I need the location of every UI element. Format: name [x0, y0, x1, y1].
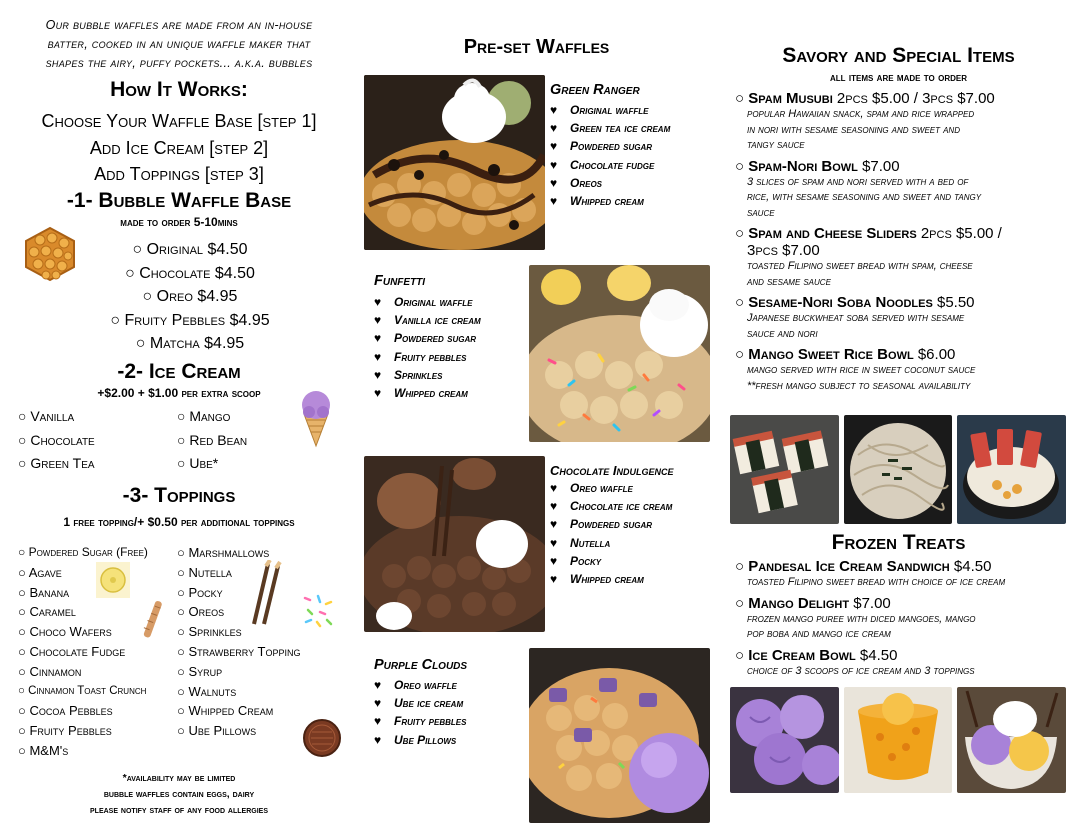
chocolate-indulgence-card — [550, 463, 673, 588]
item-price: 3pcs $7.00 — [747, 242, 820, 259]
heart-icon: ♥ — [374, 696, 382, 711]
pocky-icon — [244, 560, 286, 626]
chocolate-indulgence-title: Chocolate Indulgence — [550, 463, 674, 478]
topping-option: ○ Cinnamon — [18, 663, 82, 679]
heart-icon: ♥ — [374, 386, 382, 401]
heart-icon: ♥ — [374, 367, 382, 382]
soba-noodles-photo — [844, 415, 952, 524]
topping-option: ○ Strawberry Topping — [177, 643, 301, 659]
ingredient-item: ♥ Whipped cream — [374, 384, 481, 402]
ice-cream-title: -2- Ice Cream — [117, 360, 241, 383]
base-option: ○ Matcha $4.95 — [135, 335, 245, 352]
base-option: ○ Original $4.50 — [132, 241, 248, 258]
disclaimer-line: please notify staff of any food allergies — [90, 804, 268, 816]
toppings-title: -3- Toppings — [122, 484, 236, 507]
how-it-works-title: How It Works: — [110, 78, 248, 101]
heart-icon: ♥ — [550, 157, 558, 172]
topping-option: ○ Pocky — [177, 584, 223, 600]
step-1: Choose Your Waffle Base [step 1] — [41, 111, 317, 131]
topping-option: ○ Agave — [18, 564, 62, 580]
topping-option: ○ Oreos — [177, 604, 225, 620]
ingredient-item: ♥ Chocolate ice cream — [550, 497, 673, 515]
ice-cream-option: ○ Red Bean — [177, 431, 248, 448]
item-description: tangy sauce — [747, 139, 805, 151]
ice-cream-option: ○ Vanilla — [18, 408, 75, 424]
disclaimer-line: bubble waffles contain eggs, dairy — [103, 788, 255, 800]
item-price: 2pcs $5.00 / — [916, 225, 1002, 242]
topping-option: ○ Cocoa Pebbles — [18, 703, 113, 719]
heart-icon: ♥ — [374, 732, 382, 747]
topping-option: ○ Sprinkles — [177, 624, 242, 640]
heart-icon: ♥ — [550, 499, 558, 514]
ingredient-item: ♥ Pocky — [550, 552, 673, 570]
savory-item — [735, 225, 1070, 290]
base-option: ○ Oreo $4.95 — [142, 288, 238, 305]
waffle-icon — [22, 226, 78, 282]
choco-wafer-icon — [140, 600, 164, 640]
spam-musubi-photo — [730, 415, 839, 524]
purple-clouds-photo — [529, 648, 710, 823]
chocolate-indulgence-list — [550, 479, 673, 588]
heart-icon: ♥ — [374, 714, 382, 729]
disclaimer-line: *availability may be limited — [122, 772, 236, 784]
item-name: ○ Mango Delight — [735, 594, 850, 612]
ingredient-item: ♥ Oreo waffle — [374, 676, 467, 694]
ice-cream-list-right — [177, 405, 247, 476]
ingredient-item: ♥ Vanilla ice cream — [374, 311, 481, 329]
ice-cream-cone-icon — [296, 388, 336, 448]
intro-line: Our bubble waffles are made from an in-house — [45, 18, 313, 32]
toppings-subtitle: 1 free topping/+ $0.50 per additional toppings — [63, 515, 295, 529]
item-price: $4.50 — [855, 646, 898, 664]
frozen-item — [735, 647, 1070, 680]
ingredient-item: ♥ Chocolate fudge — [550, 156, 670, 174]
topping-option: ○ Syrup — [177, 663, 223, 679]
topping-option: ○ Choco Wafers — [18, 624, 112, 640]
item-name: ○ Mango Sweet Rice Bowl — [735, 346, 914, 363]
ingredient-item: ♥ Ube ice cream — [374, 694, 467, 712]
ice-cream-subtitle: +$2.00 + $1.00 per extra scoop — [97, 386, 261, 400]
ingredient-item: ♥ Oreos — [550, 174, 670, 192]
item-description: toasted Filipino sweet bread with choice of ice cream — [747, 576, 1006, 588]
frozen-item — [735, 558, 1070, 591]
green-ranger-list — [550, 101, 670, 210]
heart-icon: ♥ — [550, 175, 558, 190]
funfetti-card — [374, 273, 481, 402]
item-name: ○ Ice Cream Bowl — [735, 646, 856, 664]
cookie-icon — [302, 718, 342, 758]
item-price: $7.00 — [849, 594, 891, 612]
ice-cream-option: ○ Ube* — [177, 455, 219, 471]
topping-option: ○ Ube Pillows — [177, 723, 257, 739]
topping-option: ○ Nutella — [177, 564, 232, 580]
base-option: ○ Fruity Pebbles $4.95 — [110, 311, 270, 329]
purple-clouds-card — [374, 657, 467, 749]
mango-delight-photo — [844, 687, 952, 793]
heart-icon: ♥ — [374, 678, 382, 692]
purple-clouds-list — [374, 676, 467, 749]
ingredient-item: ♥ Original waffle — [550, 101, 670, 119]
heart-icon: ♥ — [374, 349, 382, 364]
frozen-treats-title: Frozen Treats — [831, 531, 966, 554]
item-price: 2pcs $5.00 / 3pcs $7.00 — [832, 90, 995, 107]
heart-icon: ♥ — [374, 313, 382, 328]
item-description: 3 slices of spam and nori served with a bed of — [747, 175, 969, 188]
item-description: sauce — [747, 206, 775, 219]
ingredient-item: ♥ Fruity pebbles — [374, 348, 481, 366]
item-name: ○ Spam-Nori Bowl — [735, 157, 858, 175]
item-description: toasted Filipino sweet bread with spam, cheese — [747, 260, 973, 272]
savory-item — [735, 90, 1070, 154]
ingredient-item: ♥ Oreo waffle — [550, 479, 673, 497]
waffle-base-subtitle: made to order 5-10mins — [120, 215, 238, 229]
savory-item — [735, 158, 1070, 222]
topping-option: ○ Marshmallows — [177, 545, 270, 560]
ingredient-item: ♥ Fruity pebbles — [374, 712, 467, 730]
ingredient-item: ♥ Powdered sugar — [374, 329, 481, 347]
item-description: mango served with rice in sweet coconut sauce — [747, 364, 976, 376]
ingredient-item: ♥ Powdered sugar — [550, 515, 673, 533]
funfetti-list — [374, 293, 481, 402]
topping-option: ○ Powdered Sugar (Free) — [18, 545, 148, 559]
ingredient-item: ♥ Ube Pillows — [374, 731, 467, 749]
intro-text — [10, 16, 348, 73]
ice-cream-option: ○ Chocolate — [18, 431, 95, 448]
ingredient-item: ♥ Whipped cream — [550, 192, 670, 210]
step-3: Add Toppings [step 3] — [94, 164, 264, 184]
frozen-item — [735, 595, 1070, 643]
ingredient-item: ♥ Sprinkles — [374, 366, 481, 384]
heart-icon: ♥ — [374, 295, 382, 309]
banana-slice-icon — [96, 562, 130, 598]
item-description: rice, with sesame seasoning and sweet and tangy — [747, 191, 982, 203]
topping-option: ○ Chocolate Fudge — [18, 643, 126, 659]
savory-subtitle: all items are made to order — [830, 70, 967, 84]
heart-icon: ♥ — [550, 121, 558, 136]
item-description: choice of 3 scoops of ice cream and 3 toppings — [747, 664, 975, 677]
item-price: $7.00 — [857, 157, 900, 175]
heart-icon: ♥ — [550, 194, 558, 209]
heart-icon: ♥ — [550, 139, 558, 154]
ingredient-item: ♥ Powdered sugar — [550, 137, 670, 155]
item-name: ○ Pandesal Ice Cream Sandwich — [735, 558, 950, 575]
step-2: Add Ice Cream [step 2] — [89, 137, 269, 158]
topping-option: ○ Cinnamon Toast Crunch — [18, 684, 147, 697]
heart-icon: ♥ — [550, 481, 558, 495]
spam-nori-bowl-photo — [957, 415, 1066, 524]
item-name: ○ Spam and Cheese Sliders — [735, 225, 917, 242]
intro-line: shapes the airy, puffy pockets... a.k.a. bubbles — [45, 56, 313, 70]
heart-icon: ♥ — [550, 535, 558, 550]
ingredient-item: ♥ Original waffle — [374, 293, 481, 311]
item-description: sauce and nori — [747, 327, 818, 340]
how-it-works-steps — [10, 108, 348, 188]
savory-item — [735, 346, 1070, 394]
topping-option: ○ Banana — [18, 584, 70, 600]
item-description: Japanese buckwheat soba served with sesame — [747, 312, 965, 324]
item-name: ○ Sesame-Nori Soba Noodles — [735, 294, 933, 311]
heart-icon: ♥ — [374, 331, 382, 346]
heart-icon: ♥ — [550, 517, 558, 532]
item-price: $4.50 — [949, 558, 992, 575]
green-ranger-card — [550, 82, 670, 210]
funfetti-title: Funfetti — [374, 273, 426, 289]
topping-option: ○ Whipped Cream — [177, 703, 274, 719]
ice-cream-list-left — [18, 405, 95, 476]
ube-ice-cream-photo — [730, 687, 839, 793]
ingredient-item: ♥ Whipped cream — [550, 570, 673, 588]
ice-cream-option: ○ Green Tea — [18, 455, 95, 471]
ice-cream-option: ○ Mango — [177, 408, 231, 424]
savory-title: Savory and Special Items — [782, 44, 1015, 67]
sprinkles-icon — [300, 592, 334, 628]
frozen-treats-list — [735, 558, 1070, 679]
topping-option: ○ Walnuts — [177, 683, 237, 699]
intro-line: batter, cooked in an unique waffle maker that — [47, 37, 311, 51]
savory-item — [735, 294, 1070, 342]
item-description: and sesame sauce — [747, 275, 831, 288]
topping-option: ○ Caramel — [18, 604, 76, 620]
waffle-base-list — [100, 238, 280, 356]
heart-icon: ♥ — [550, 103, 558, 117]
topping-option: ○ Fruity Pebbles — [18, 723, 112, 739]
topping-option: ○ M&M's — [18, 742, 69, 758]
disclaimer — [10, 770, 348, 818]
ice-cream-bowl-photo — [957, 687, 1066, 793]
item-description: **fresh mango subject to seasonal availability — [747, 379, 971, 392]
waffle-base-title: -1- Bubble Waffle Base — [66, 189, 292, 212]
green-ranger-title: Green Ranger — [550, 82, 640, 98]
item-price: $5.50 — [932, 294, 975, 311]
ingredient-item: ♥ Green tea ice cream — [550, 119, 670, 137]
funfetti-photo — [529, 265, 710, 442]
green-ranger-photo — [364, 75, 545, 250]
base-option: ○ Chocolate $4.50 — [125, 264, 255, 282]
item-description: in nori with sesame seasoning and sweet and — [747, 123, 960, 136]
ingredient-item: ♥ Nutella — [550, 534, 673, 552]
heart-icon: ♥ — [550, 553, 558, 568]
savory-list — [735, 90, 1070, 394]
item-description: frozen mango puree with diced mangoes, mango — [747, 612, 976, 625]
purple-clouds-title: Purple Clouds — [374, 657, 468, 673]
chocolate-indulgence-photo — [364, 456, 545, 632]
item-description: popular Hawaiian snack, spam and rice wrapped — [747, 108, 975, 120]
item-name: ○ Spam Musubi — [735, 90, 833, 107]
preset-waffles-title: Pre-set Waffles — [463, 36, 610, 58]
item-description: pop boba and mango ice cream — [747, 628, 891, 640]
heart-icon: ♥ — [550, 572, 558, 587]
item-price: $6.00 — [913, 346, 956, 363]
